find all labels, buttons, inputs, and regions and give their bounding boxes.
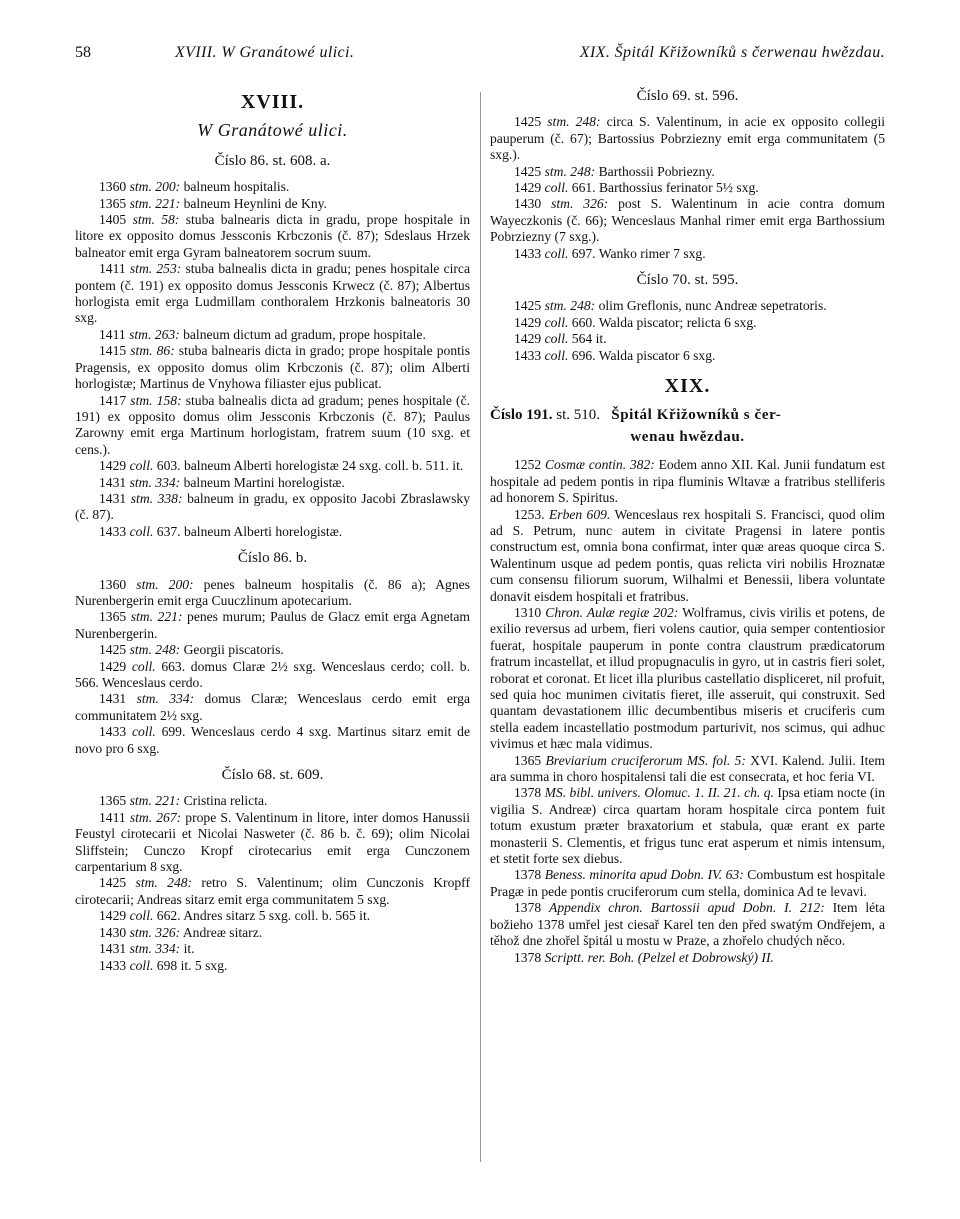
entry-source: MS. bibl. univers. Olomuc. 1. II. 21. ch. q.	[544, 785, 774, 801]
entry	[75, 393, 470, 459]
entry-year: 1425	[514, 114, 548, 130]
house-heading-70: Číslo 70. st. 595.	[636, 272, 739, 289]
entry	[75, 212, 470, 261]
entries-86a	[75, 179, 470, 540]
entry	[75, 261, 470, 327]
entry-source: stm. 334:	[129, 941, 181, 957]
entry	[75, 724, 470, 757]
entry-source: stm. 200:	[136, 576, 194, 592]
entry-source: stm. 58:	[132, 212, 180, 228]
house-heading-68: Číslo 68. st. 609.	[221, 767, 324, 784]
entry-text: 698 it. 5 sxg.	[153, 957, 228, 973]
entry-source: Breviarium cruciferorum MS. fol. 5:	[545, 752, 746, 768]
entry-source: coll.	[131, 724, 156, 740]
entry-source: Scriptt. rer. Boh. (Pelzel et Dobrowský) II.	[544, 949, 774, 965]
entry-year: 1433	[514, 245, 545, 261]
entries-70	[490, 298, 885, 364]
entry	[75, 609, 470, 642]
house-st-191: st. 510.	[556, 406, 601, 423]
entry-source: coll.	[544, 180, 569, 196]
entry-source: stm. 248:	[544, 298, 596, 314]
entry-source: coll.	[544, 331, 569, 347]
entry-text: 662. Andres sitarz 5 sxg. coll. b. 565 it.	[153, 908, 371, 924]
entries-191	[490, 457, 885, 966]
entry	[75, 810, 470, 876]
entry-source: coll.	[544, 245, 569, 261]
entry-year: 1431	[99, 490, 131, 506]
entry-text: stuba balnearis dicta in grado; prope hospitale pontis Pragensis, ex opposito domus olim Krbczonis (č. 87); olim Alberti horlogistæ; Martinus de Vnyhowa filiaster ejus publicat.	[75, 343, 470, 392]
entry-text: stuba balnealis dicta ad gradum; penes hospitale (č. 191) ex opposito domus olim Jessconis Krbczonis (č. 87); Paulus Zarowny emit erga Martinum horlogistam, fratrem suum (10 sxg. et cens.).	[75, 392, 470, 457]
entry-source: coll.	[129, 908, 154, 924]
entry	[75, 577, 470, 610]
entry-year: 1378	[514, 900, 550, 916]
entry	[490, 348, 885, 364]
page-header	[75, 44, 885, 68]
entry-source: coll.	[131, 658, 156, 674]
entry	[75, 343, 470, 392]
entry-year: 1429	[514, 180, 545, 196]
entry	[75, 642, 470, 658]
column-divider	[480, 92, 481, 1162]
entry-source: stm. 326:	[129, 924, 181, 940]
entries-68	[75, 793, 470, 973]
entry-year: 1430	[514, 196, 552, 212]
entry-text: balneum Heynlini de Kny.	[180, 195, 327, 211]
entry	[75, 691, 470, 724]
entry-source: stm. 253:	[129, 261, 182, 277]
entry-year: 1365	[99, 609, 131, 625]
entry-text: balneum in gradu, ex opposito Jacobi Zbraslawsky (č. 87).	[75, 490, 470, 523]
entry-source: Appendix chron. Bartossii apud Dobn. I. 212:	[549, 900, 825, 916]
entry	[490, 753, 885, 786]
entry-source: stm. 221:	[129, 195, 181, 211]
entry-source: stm. 248:	[544, 163, 596, 179]
entry-text: balneum hospitalis.	[180, 179, 290, 195]
entry-source: stm. 158:	[130, 392, 182, 408]
entry-year: 1415	[99, 343, 131, 359]
left-column	[75, 88, 470, 974]
entry	[490, 331, 885, 347]
entry-year: 1433	[514, 347, 545, 363]
entry-year: 1411	[99, 261, 130, 277]
entry	[75, 925, 470, 941]
entry-source: coll.	[129, 458, 154, 474]
entry-text: it.	[180, 941, 195, 957]
entry-year: 1433	[99, 957, 130, 973]
entry-text: Item léta božieho 1378 umřel jest ciesař Karel ten den před swatým Ondřejem, a těhož dne zhořel špitál u mostu w Praze, a zhořelo chudých něco.	[490, 900, 885, 949]
entry-year: 1365	[99, 195, 130, 211]
entry-year: 1433	[99, 724, 132, 740]
entry-source: stm. 86:	[130, 343, 175, 359]
entry-text: XVI. Kalend. Julii. Item ara summa in choro hospitalensi tali die est consecrata, et hoc feria VI.	[490, 752, 885, 785]
entry-text: Eodem anno XII. Kal. Junii fundatum est hospitale ad pedem pontis in ripa fluminis Wltavæ a fratribus stelliferis ad honorem S. Spiritus.	[490, 457, 885, 506]
entry-text: Georgii piscatoris.	[180, 642, 284, 658]
entry	[490, 298, 885, 314]
entry-year: 1425	[514, 298, 545, 314]
entry-source: coll.	[544, 347, 569, 363]
entry	[490, 114, 885, 163]
entry	[75, 458, 470, 474]
entry	[490, 457, 885, 506]
entry-source: Beness. minorita apud Dobn. IV. 63:	[544, 867, 744, 883]
entry-year: 1378	[514, 785, 545, 801]
entry-year: 1360	[99, 179, 130, 195]
entry-text: Wenceslaus rex hospitali S. Francisci, quod olim ad S. Petrum, nunc autem in civitate Pragensi in latere pontis constructum est, omnia bona confirmat, inter quæ areas quoque circa S. Walentinum usque ad pedem pontis, quas relicta viri nobilis Hroznatæ cum consensu filiorum suorum, Wilhalmi et Benessii, libera voluntate donavit eisdem hospitali et fratribus.	[490, 506, 885, 604]
entry-year: 1378	[514, 949, 545, 965]
entry-source: stm. 334:	[136, 691, 195, 707]
entry-year: 1411	[99, 809, 130, 825]
entry-source: coll.	[129, 523, 154, 539]
entry-text: 697. Wanko rimer 7 sxg.	[568, 245, 706, 261]
entry	[490, 605, 885, 753]
entry-text: 637. balneum Alberti horelogistæ.	[153, 523, 343, 539]
entry-text: stuba balnearis dicta in gradu, prope hospitale in litore ex opposito domus Jessconis Krbczonis (č. 87); Sdeslaus Hrzek balneator emit erga Gyram balneatorem socrum suum.	[75, 212, 470, 260]
entry-text: Wolframus, civis virilis et potens, de exilio reversus ad urbem, fieri volens cautior, quia semper contentiosior fuerat, hospitale pauperum in ponte contra claustrum prædicatorum fratrum incastellat, et illud propugnaculis in gyro, ut in castris fieri solet, roborat et coronat. Et licet illa pluribus castellatio displiceret, nil profuit, sed quia hoc munimen civitatis fieret, ille asseruit, qui construxit. Sed quantam devastationem illic decumbentibus miseris et cruciferis cum stella eadem incastellatio postmodum parturivit, nos scimus, qui adhuc vivimus et hæc mala vidimus.	[490, 604, 885, 752]
entry-year: 1252	[514, 457, 545, 473]
entry-source: coll.	[129, 957, 154, 973]
entry	[75, 659, 470, 692]
entry-source: stm. 326:	[551, 196, 609, 212]
entry-source: stm. 221:	[130, 609, 183, 625]
entry	[490, 315, 885, 331]
house-heading-86b: Číslo 86. b.	[237, 550, 308, 567]
entry-source: stm. 248:	[547, 114, 601, 130]
entry-year: 1405	[99, 212, 133, 228]
entry-text: penes balneum hospitalis (č. 86 a); Agnes Nurenbergerin emit erga Cuuczlinum apotecarium.	[75, 576, 470, 608]
entry-text: 699. Wenceslaus cerdo 4 sxg. Martinus sitarz emit de novo pro 6 sxg.	[75, 724, 470, 756]
entry-text: Ipsa etiam nocte (in vigilia S. Andreæ) circa quartam horam hospitale circa pontem fuit totum exustum præter braxatorium et stabula, quæ erant ex parte monasterii S. Clementis, et frigus tunc erat asperum et nimis intensum, et stetit forte sex diebus.	[490, 785, 885, 867]
entry-year: 1430	[99, 924, 130, 940]
entry-text: olim Greflonis, nunc Andreæ sepetratoris.	[595, 298, 827, 314]
entry-year: 1425	[99, 875, 136, 891]
entry-year: 1431	[99, 691, 137, 707]
entry-text: Andreæ sitarz.	[180, 924, 263, 940]
entry	[490, 164, 885, 180]
entry-source: stm. 338:	[130, 490, 183, 506]
entry	[75, 327, 470, 343]
entry	[490, 785, 885, 867]
entry-text: balneum Martini horelogistæ.	[180, 474, 345, 490]
page-number: 58	[75, 44, 91, 61]
entry-source: stm. 334:	[129, 474, 181, 490]
entry-source: Chron. Aulæ regiæ 202:	[545, 604, 679, 620]
entry-text: stuba balnealis dicta in gradu; penes hospitale circa pontem (č. 191) ex opposito domus Jessconis Krwecz (č. 87); Albertus horlogista emit erga Ludmillam conthoralem Hrzkonis balneatoris 30 sxg.	[75, 261, 470, 326]
house-heading-69: Číslo 69. st. 596.	[636, 88, 739, 104]
entry-source: stm. 267:	[129, 809, 182, 825]
entries-69	[490, 114, 885, 262]
house-heading-86a: Číslo 86. st. 608. a.	[214, 152, 331, 169]
entry	[490, 900, 885, 949]
entry	[490, 867, 885, 900]
entry	[75, 196, 470, 212]
entry-text: balneum dictum ad gradum, prope hospitale.	[179, 326, 426, 342]
entry-text: penes murum; Paulus de Glacz emit erga Agnetam Nurenbergerin.	[75, 609, 470, 641]
entry-year: 1253.	[514, 506, 549, 522]
entry-text: 661. Barthossius ferinator 5½ sxg.	[568, 180, 759, 196]
entry-year: 1431	[99, 941, 130, 957]
entry-source: coll.	[544, 314, 569, 330]
entry-year: 1360	[99, 576, 137, 592]
entry-text: Cristina relicta.	[180, 793, 268, 809]
entry-text: 663. domus Claræ 2½ sxg. Wenceslaus cerdo; coll. b. 566. Wenceslaus cerdo.	[75, 658, 470, 690]
entry-source: stm. 200:	[129, 179, 181, 195]
section-title-xix: XIX.	[664, 375, 711, 398]
entry-year: 1411	[99, 326, 130, 342]
entry	[75, 875, 470, 908]
entry-text: Combustum est hospitale Pragæ in pede pontis cruciferorum cum stella, dominica Ad te levavi.	[490, 867, 886, 899]
section-subtitle-xviii: W Granátowé ulici.	[197, 120, 348, 141]
entry-year: 1365	[99, 793, 130, 809]
entry	[490, 246, 885, 262]
entry-year: 1429	[99, 458, 130, 474]
entry	[75, 793, 470, 809]
entry-source: Erben 609.	[548, 506, 611, 522]
entry	[75, 941, 470, 957]
section-title-xviii: XVIII.	[240, 91, 305, 113]
entry-year: 1365	[514, 752, 546, 768]
entry	[490, 950, 885, 966]
house-title-191-cont: wenau hwězdau.	[630, 428, 745, 445]
entry	[75, 524, 470, 540]
entry-text: retro S. Valentinum; olim Cunczonis Kropff cirotecarii; Andreas sitarz emit erga communitatem 5 sxg.	[75, 875, 470, 907]
entry	[75, 475, 470, 491]
entry-text: 660. Walda piscator; relicta 6 sxg.	[568, 314, 757, 330]
entry-year: 1310	[514, 604, 546, 620]
entry-source: stm. 248:	[129, 642, 181, 658]
entry-year: 1417	[99, 392, 131, 408]
right-column	[490, 88, 885, 966]
entry-text: prope S. Valentinum in litore, inter domos Hanussii Feustyl cirotecarii et Nicolai Nasweter (č. 86 b. č. 69); olim Nicolai Sliffstein; Cunczo Kropf cirotecarius emit erga Cunczonem carpentarium 8 sxg.	[75, 809, 470, 875]
entry-text: circa S. Valentinum, in acie ex opposito collegii pauperum (č. 67); Bartossius Pobrziezny emit erga communitatem (5 sxg.).	[490, 114, 885, 163]
house-heading-191	[490, 407, 885, 423]
entry-text: Barthossii Pobriezny.	[595, 163, 715, 179]
entry	[75, 179, 470, 195]
entry-year: 1378	[514, 867, 545, 883]
entry-year: 1431	[99, 474, 130, 490]
entry-text: post S. Walentinum in acie contra domum Wayeczkonis (č. 66); Wenceslaus Manhal rimer emit erga Barthossium Pobrziezny (7 sxg.).	[490, 196, 885, 245]
entry-year: 1425	[99, 642, 130, 658]
entry-source: stm. 221:	[129, 793, 181, 809]
entry-text: 564 it.	[568, 331, 607, 347]
entry	[490, 196, 885, 245]
entry-year: 1429	[514, 314, 545, 330]
entries-86b	[75, 577, 470, 757]
entry	[75, 958, 470, 974]
entry-year: 1425	[514, 163, 545, 179]
entry-year: 1429	[99, 908, 130, 924]
house-number-191: Číslo 191.	[490, 406, 553, 423]
entry	[490, 180, 885, 196]
entry	[75, 908, 470, 924]
entry-year: 1429	[514, 331, 545, 347]
entry-source: Cosmæ contin. 382:	[544, 457, 655, 473]
entry	[75, 491, 470, 524]
entry	[490, 507, 885, 605]
house-title-191: Špitál Křižowníků s čer-	[611, 406, 782, 423]
entry-text: 696. Walda piscator 6 sxg.	[568, 347, 716, 363]
entry-year: 1429	[99, 658, 132, 674]
entry-source: stm. 263:	[129, 326, 180, 342]
running-head-left: XVIII. W Granátowé ulici.	[175, 44, 355, 61]
entry-text: domus Claræ; Wenceslaus cerdo emit erga communitatem 2½ sxg.	[75, 691, 470, 723]
running-head-right: XIX. Špitál Křižowníků s čerwenau hwězdau.	[579, 44, 885, 61]
entry-text: 603. balneum Alberti horelogistæ 24 sxg. coll. b. 511. it.	[153, 458, 464, 474]
entry-year: 1433	[99, 523, 130, 539]
entry-source: stm. 248:	[135, 875, 193, 891]
